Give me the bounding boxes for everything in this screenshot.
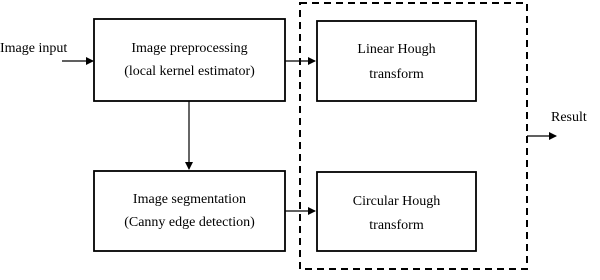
circular-hough-box — [317, 172, 476, 251]
preprocessing-subtitle: (local kernel estimator) — [124, 64, 255, 79]
preprocessing-title: Image preprocessing — [131, 41, 248, 56]
preprocessing-box — [94, 19, 285, 101]
segmentation-subtitle: (Canny edge detection) — [124, 215, 255, 230]
linear-hough-box — [317, 21, 476, 101]
circular-hough-title: Circular Hough — [352, 194, 441, 209]
result-label: Result — [551, 110, 587, 125]
linear-hough-subtitle: transform — [369, 67, 424, 82]
circular-hough-subtitle: transform — [369, 218, 424, 233]
image-input-label: Image input — [0, 41, 68, 56]
segmentation-title: Image segmentation — [132, 192, 247, 207]
segmentation-box — [94, 171, 285, 251]
linear-hough-title: Linear Hough — [357, 42, 436, 57]
